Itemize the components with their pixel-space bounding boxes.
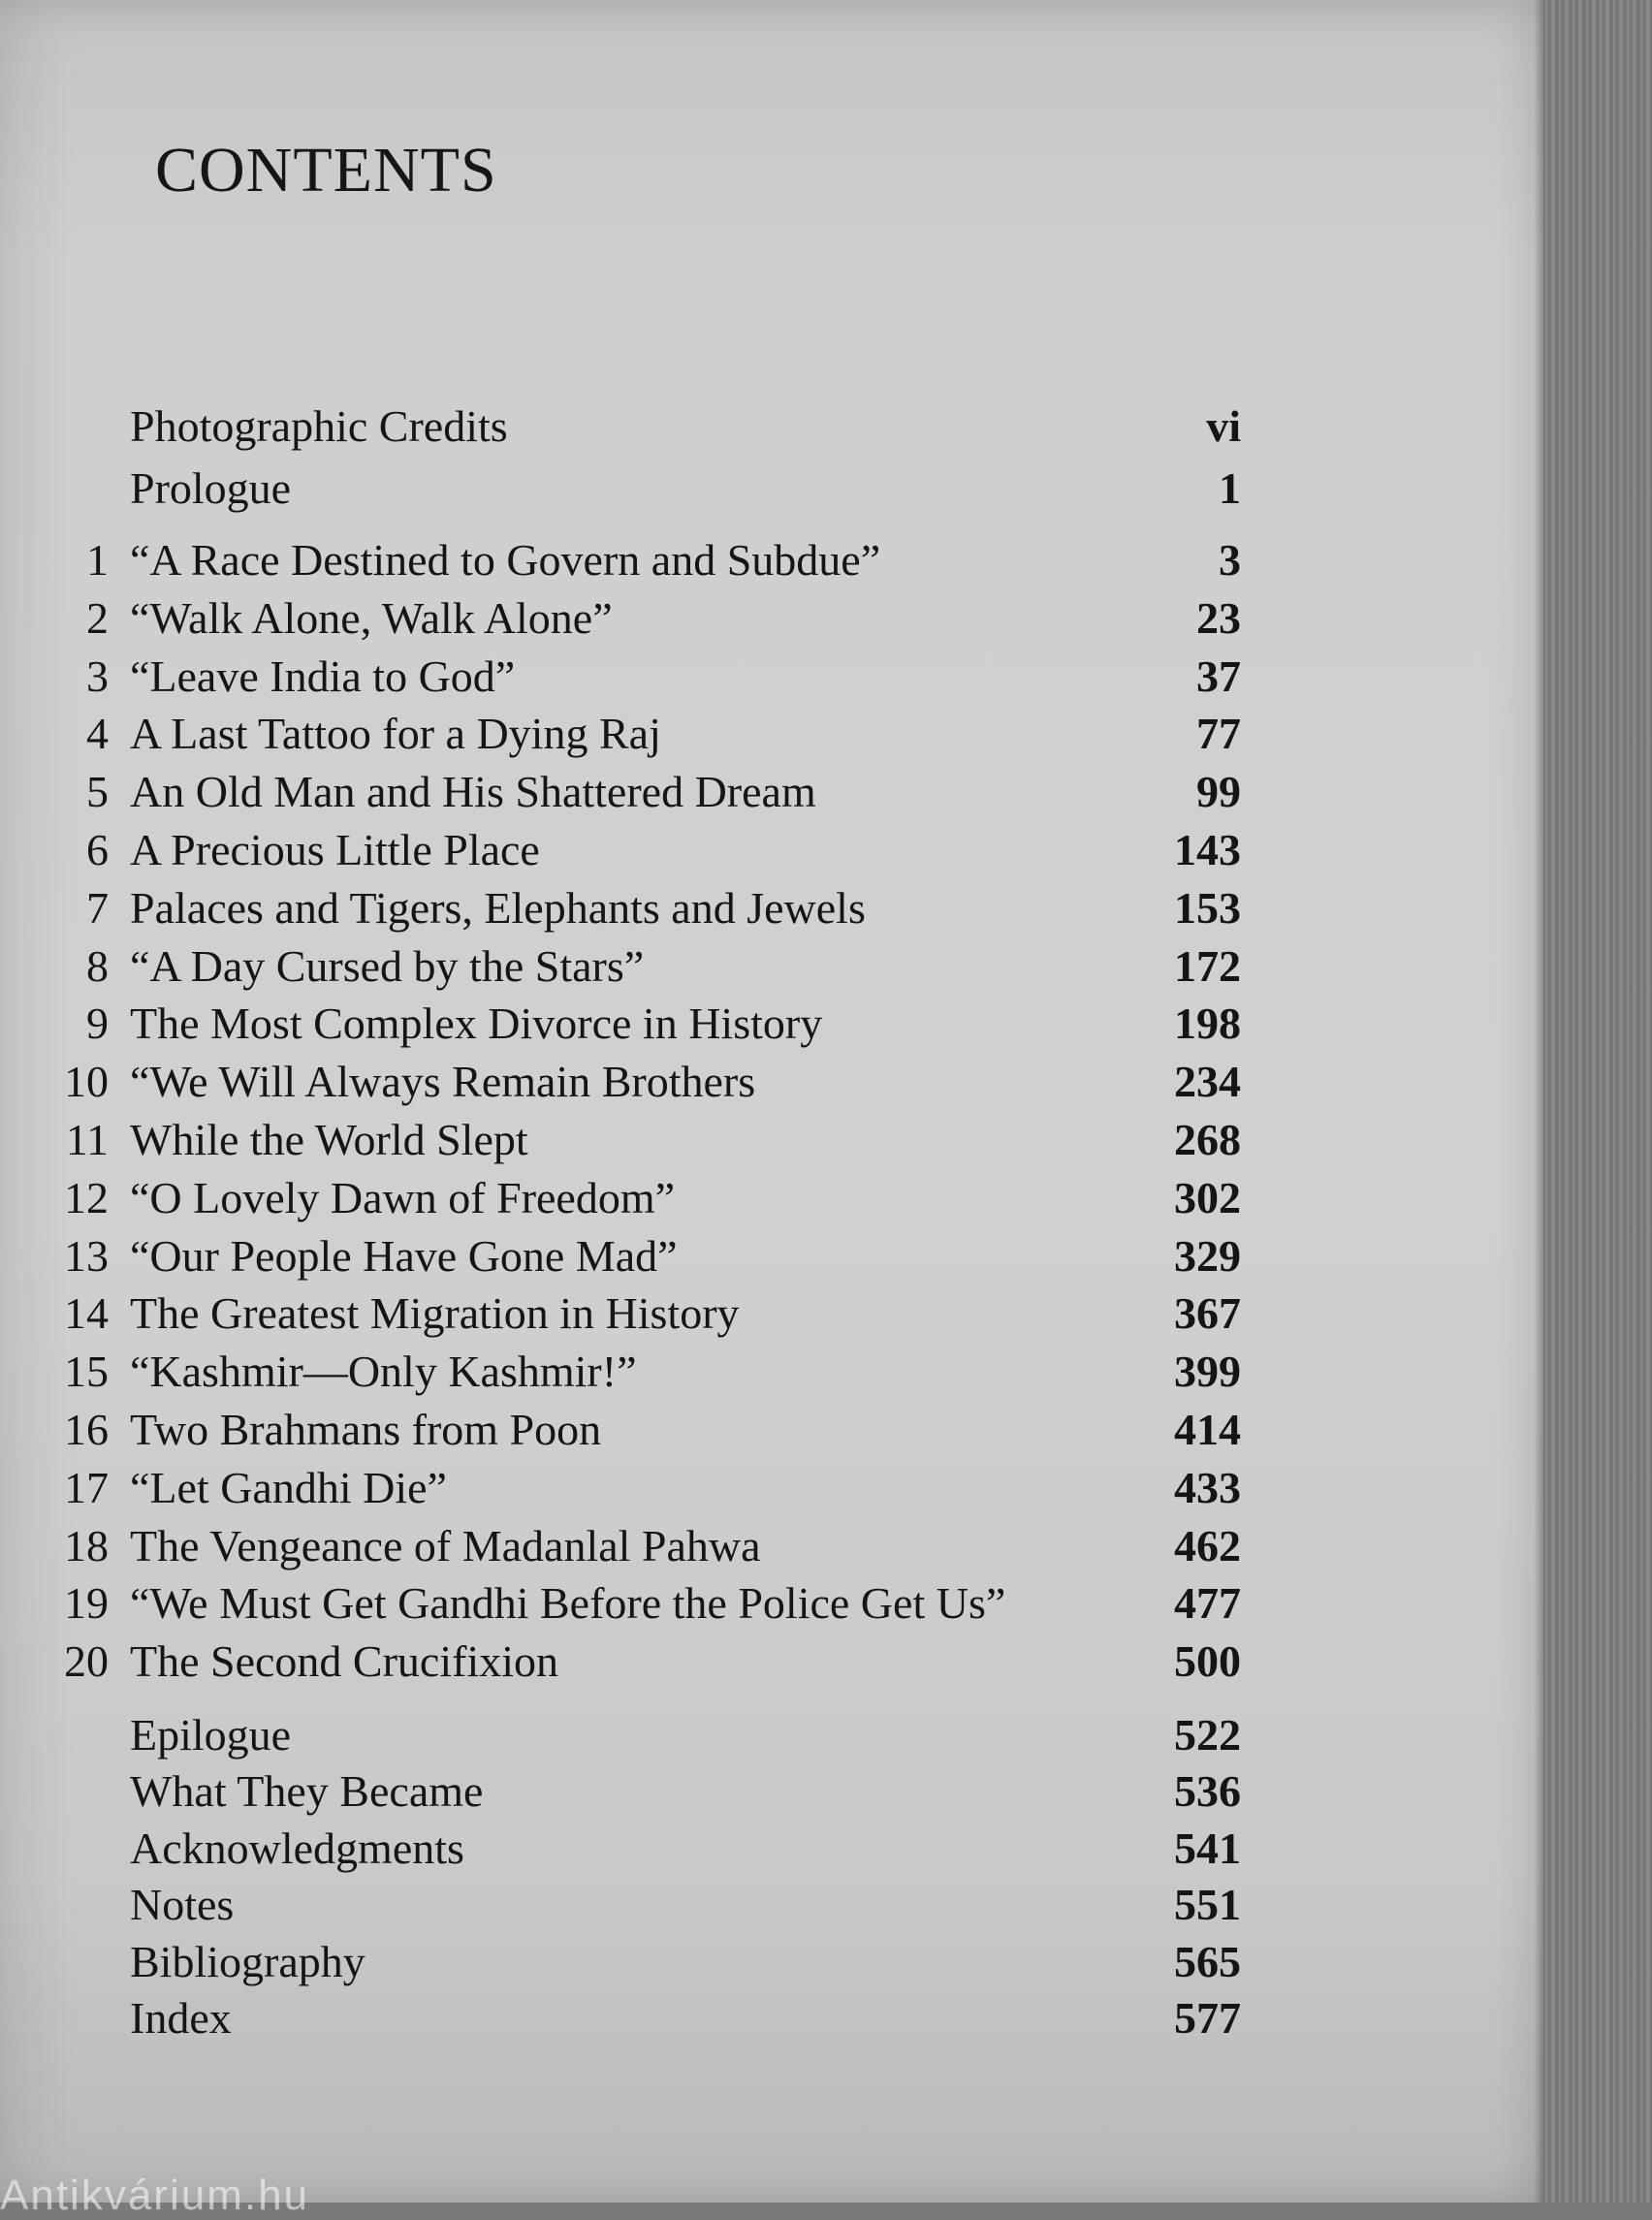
toc-entry-title: Palaces and Tigers, Elephants and Jewels [130,882,866,933]
watermark: Antikvárium.hu [0,2172,310,2219]
toc-entry [0,589,1543,648]
toc-entry [0,397,1543,456]
chapter-number: 19 [64,1578,109,1629]
toc-entry-title: “We Will Always Remain Brothers [130,1057,756,1107]
toc-entry-title: Photographic Credits [130,401,508,451]
toc-entry [0,1053,1543,1111]
page-number: 153 [1174,882,1241,933]
chapter-number: 17 [64,1462,109,1512]
toc-entry [0,1111,1543,1169]
toc-entry [0,1401,1543,1459]
page-number: 433 [1174,1462,1241,1512]
toc-entry [0,1876,1543,1934]
toc-entry-title: “A Race Destined to Govern and Subdue” [130,535,881,585]
toc-entry-title: An Old Man and His Shattered Dream [130,767,816,817]
toc-entry-title: While the World Slept [130,1115,528,1164]
chapter-number: 1 [86,535,109,585]
toc-entry-title: “Let Gandhi Die” [130,1462,447,1512]
toc-entry-title: The Second Crucifixion [130,1636,559,1687]
toc-entry [0,1706,1543,1764]
toc-entry [0,995,1543,1053]
toc-entry-title: Index [130,1993,232,2043]
chapter-number: 7 [86,882,109,933]
page-number: 414 [1174,1405,1241,1454]
page-number: 522 [1174,1710,1241,1760]
page-number: 99 [1196,767,1241,817]
toc-entry-title: Bibliography [130,1936,365,1986]
page-number: 37 [1196,650,1241,701]
toc-entry-title: “We Must Get Gandhi Before the Police Get Us” [130,1578,1006,1629]
chapter-number: 12 [64,1172,109,1222]
toc-entry [0,1227,1543,1285]
toc-entry-title: “Our People Have Gone Mad” [130,1230,678,1281]
chapter-number: 5 [86,767,109,817]
toc-entry-title: What They Became [130,1766,484,1817]
page-number: 536 [1174,1766,1241,1817]
page-number: 234 [1174,1057,1241,1107]
toc-entry-title: The Most Complex Divorce in History [130,999,823,1049]
toc-entry [0,648,1543,706]
toc-entry-title: Notes [130,1880,235,1930]
toc-entry [0,1169,1543,1227]
page-number: 198 [1174,999,1241,1049]
toc-entry-title: A Precious Little Place [130,825,540,874]
toc-entry [0,460,1543,518]
toc-entry [0,1633,1543,1691]
page-number: 541 [1174,1823,1241,1873]
chapter-number: 14 [64,1288,109,1339]
chapter-number: 2 [86,592,109,643]
toc-entry-title: The Vengeance of Madanlal Pahwa [130,1520,761,1570]
page-number: 329 [1174,1230,1241,1281]
page-number: 551 [1174,1880,1241,1930]
toc-entry [0,1284,1543,1343]
toc-entry [0,763,1543,821]
page-number: 477 [1174,1578,1241,1629]
toc-entry-title: “O Lovely Dawn of Freedom” [130,1172,676,1222]
chapter-number: 13 [64,1230,109,1281]
toc-entry-title: Prologue [130,463,292,513]
toc-entry [0,937,1543,996]
page-number: 399 [1174,1347,1241,1397]
toc-entry [0,1517,1543,1575]
page-number: 77 [1196,709,1241,759]
toc-entry [0,1459,1543,1517]
chapter-number: 20 [64,1636,109,1687]
toc-entry [0,1820,1543,1878]
page-number: 172 [1174,940,1241,991]
toc-entry [0,1989,1543,2047]
page-number: vi [1206,401,1241,451]
toc-entry-title: “A Day Cursed by the Stars” [130,940,645,991]
chapter-number: 3 [86,650,109,701]
page-title: CONTENTS [155,135,497,206]
toc-entry-title: Acknowledgments [130,1823,464,1873]
chapter-number: 10 [64,1057,109,1107]
toc-entry [0,1933,1543,1991]
toc-entry [0,1762,1543,1821]
page-stack-edge [1543,0,1652,2203]
page-number: 500 [1174,1636,1241,1687]
page-number: 268 [1174,1115,1241,1164]
page-number: 3 [1219,535,1241,585]
page-number: 302 [1174,1172,1241,1222]
chapter-number: 6 [86,825,109,874]
page-number: 462 [1174,1520,1241,1570]
toc-entry-title: “Walk Alone, Walk Alone” [130,592,613,643]
chapter-number: 15 [64,1347,109,1397]
page-number: 143 [1174,825,1241,874]
page-number: 565 [1174,1936,1241,1986]
toc-entry-title: The Greatest Migration in History [130,1288,740,1339]
chapter-number: 16 [64,1405,109,1454]
page-number: 23 [1196,592,1241,643]
chapter-number: 8 [86,940,109,991]
toc-entry [0,1574,1543,1633]
toc-entry [0,879,1543,937]
toc-entry [0,1343,1543,1401]
toc-entry-title: A Last Tattoo for a Dying Raj [130,709,661,759]
page-number: 1 [1219,463,1241,513]
page-number: 367 [1174,1288,1241,1339]
toc-entry-title: Two Brahmans from Poon [130,1405,602,1454]
chapter-number: 9 [86,999,109,1049]
toc-entry-title: “Leave India to God” [130,650,516,701]
chapter-number: 18 [64,1520,109,1570]
chapter-number: 11 [65,1115,109,1164]
toc-entry-title: “Kashmir—Only Kashmir!” [130,1347,637,1397]
toc-entry [0,705,1543,763]
toc-entry-title: Epilogue [130,1710,292,1760]
chapter-number: 4 [86,709,109,759]
toc-entry [0,821,1543,879]
toc-entry [0,531,1543,589]
page-number: 577 [1174,1993,1241,2043]
